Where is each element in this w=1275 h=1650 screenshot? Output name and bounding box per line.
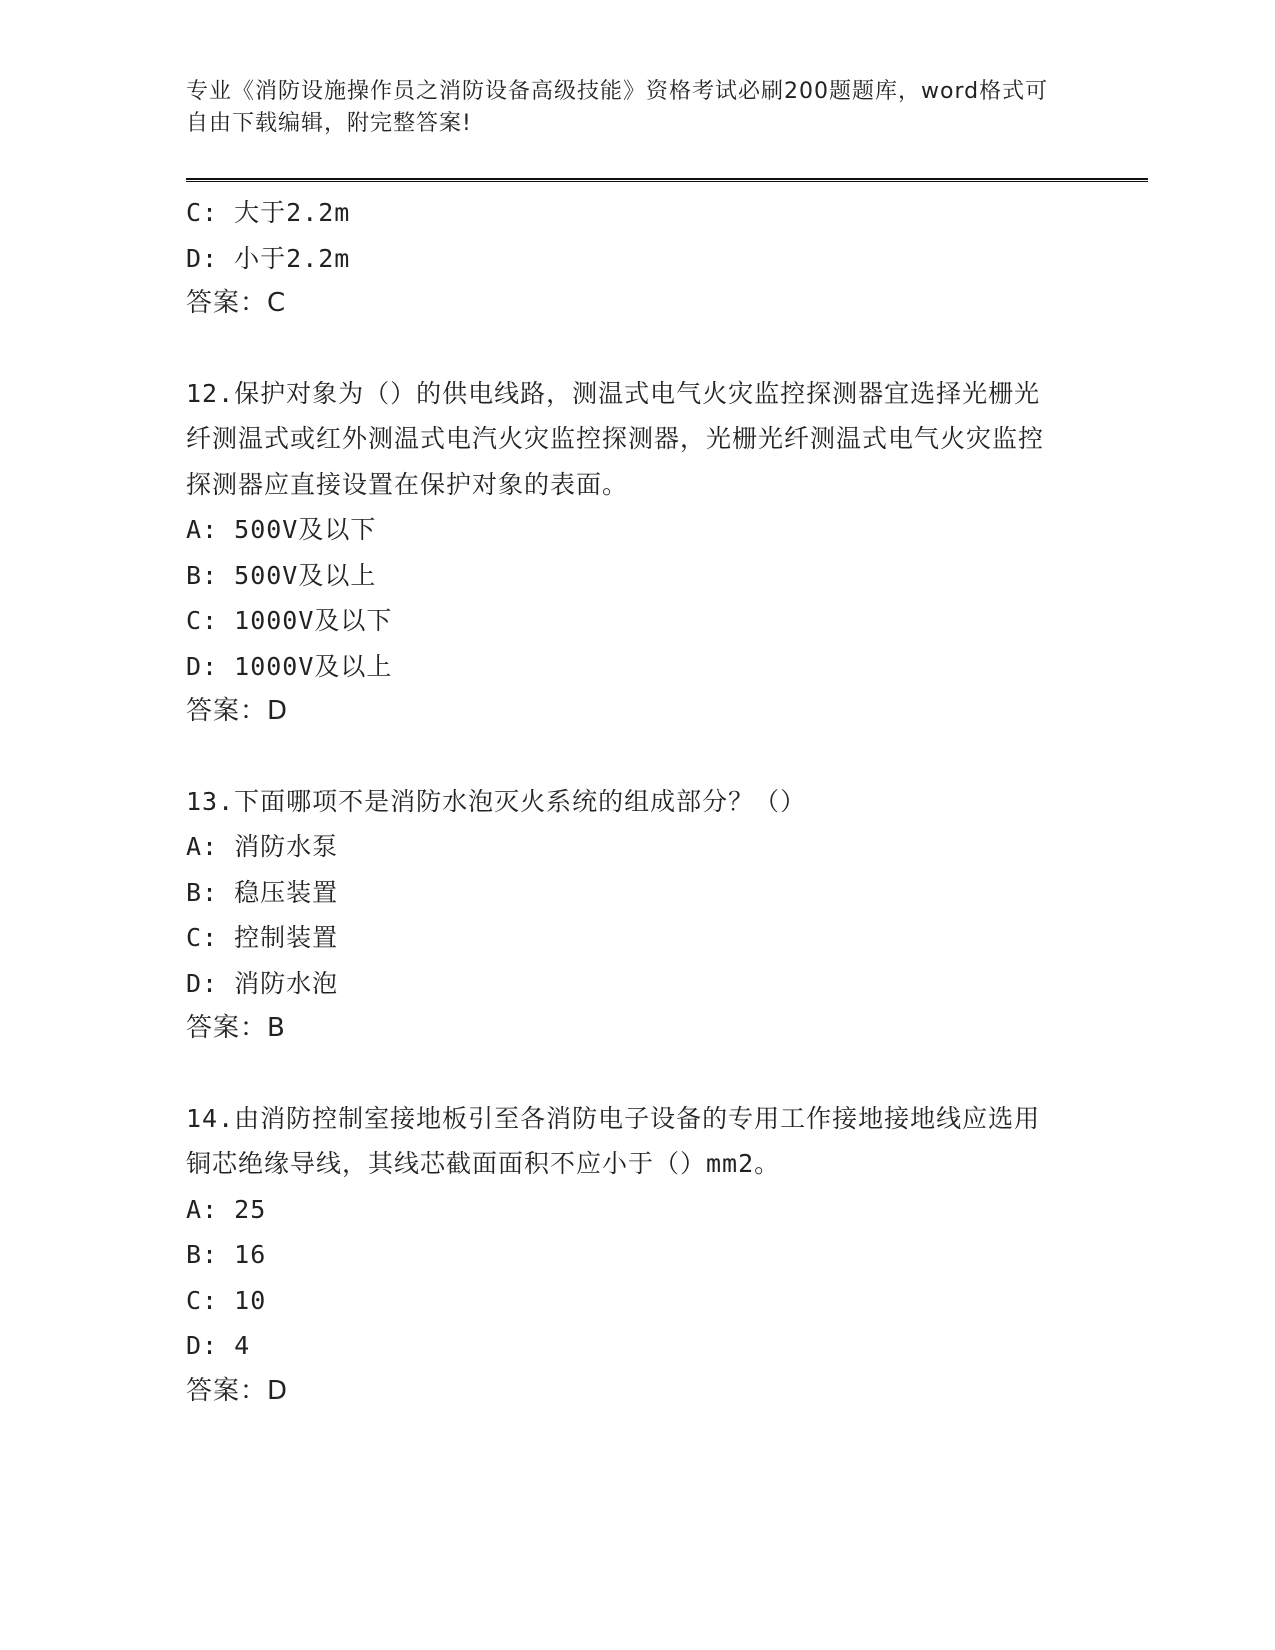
option-b: B: 500V及以上 [186, 560, 377, 590]
question-14 [186, 1096, 1066, 1415]
question-list [186, 190, 1066, 1414]
document-header: 专业《消防设施操作员之消防设备高级技能》资格考试必刷200题题库，word格式可自由下载编辑，附完整答案! [186, 79, 1049, 136]
option-c: C: 1000V及以下 [186, 606, 393, 635]
option-a: A: 消防水泵 [186, 832, 339, 861]
answer: 答案：D [186, 1375, 289, 1406]
option-c: C: 10 [186, 1285, 267, 1315]
option-d: D: 4 [186, 1331, 251, 1360]
option-d: D: 消防水泡 [186, 968, 339, 998]
option-d: D: 1000V及以上 [186, 651, 393, 681]
question-12 [186, 371, 1066, 735]
spacer [186, 327, 1066, 371]
option-c: C: 控制装置 [186, 923, 339, 952]
header-divider [186, 178, 1148, 182]
option-a: A: 25 [186, 1194, 267, 1224]
spacer [186, 735, 1066, 779]
spacer [186, 1052, 1066, 1096]
question-13 [186, 779, 1066, 1052]
option-b: B: 稳压装置 [186, 877, 339, 907]
question-text: 13.下面哪项不是消防水泡灭火系统的组成部分？（） [186, 786, 807, 816]
question-text: 12.保护对象为（）的供电线路，测温式电气火灾监控探测器宜选择光栅光纤测温式或红外测温式电汽火灾监控探测器，光栅光纤测温式电气火灾监控探测器应直接设置在保护对象的表面。 [186, 378, 1045, 499]
previous-question-tail [186, 190, 1066, 327]
option-a: A: 500V及以下 [186, 515, 377, 544]
option-d: D: 小于2.2m [186, 243, 351, 273]
option-b: B: 16 [186, 1240, 267, 1269]
answer: 答案：B [186, 1013, 286, 1043]
answer: 答案：C [186, 288, 287, 318]
question-text: 14.由消防控制室接地板引至各消防电子设备的专用工作接地接地线应选用铜芯绝缘导线，其线芯截面面积不应小于（）mm2。 [186, 1103, 1041, 1178]
option-c: C: 大于2.2m [186, 198, 351, 227]
answer: 答案：D [186, 696, 289, 726]
